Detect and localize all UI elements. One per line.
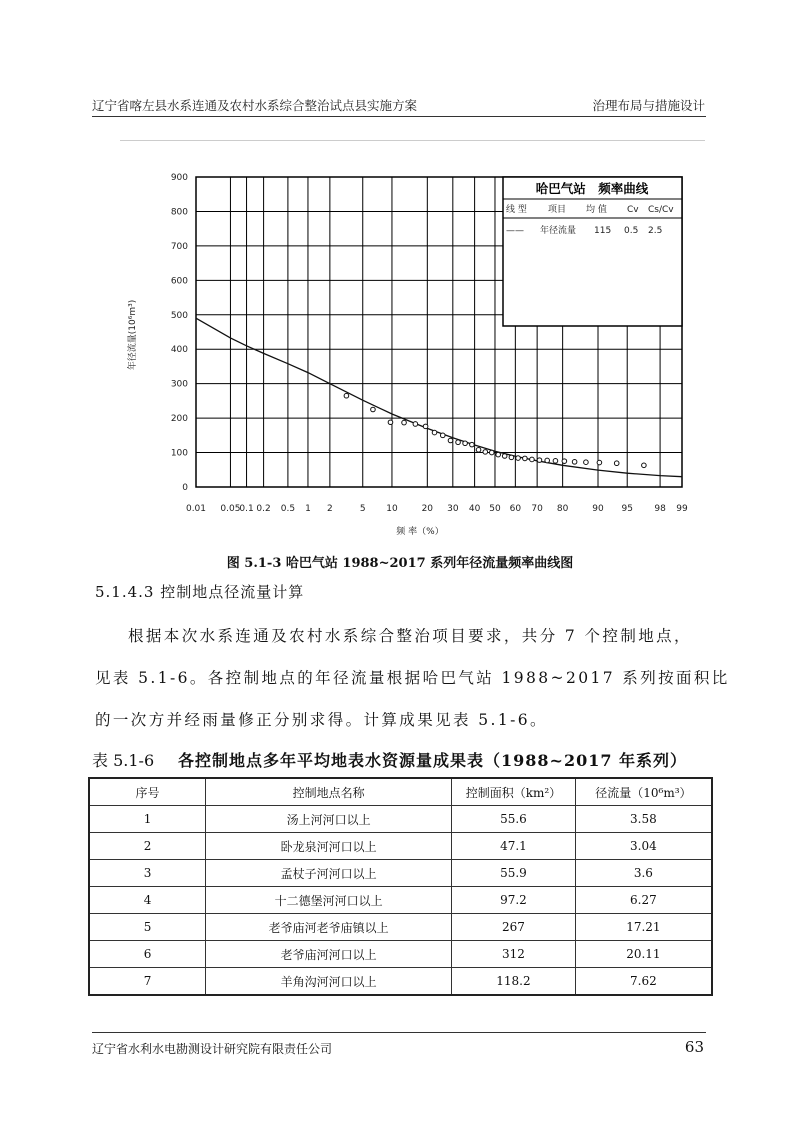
section-title: 5.1.4.3 控制地点径流量计算 <box>95 583 305 601</box>
chart-title: 哈巴气站 频率曲线 <box>535 181 649 196</box>
x-tick-label: 98 <box>654 504 666 514</box>
legend-header: 均 值 <box>586 205 607 215</box>
cell-name: 孟杖子河河口以上 <box>206 860 452 887</box>
cell-area: 267 <box>452 914 576 941</box>
observed-point <box>476 448 481 453</box>
x-tick-label: 20 <box>421 504 434 514</box>
cell-area: 97.2 <box>452 887 576 914</box>
y-tick-label: 100 <box>170 448 188 459</box>
y-tick-label: 0 <box>182 483 188 493</box>
x-tick-label: 40 <box>468 504 481 514</box>
table-row <box>89 887 712 914</box>
observed-point <box>516 456 521 461</box>
paragraph-line: 的一次方并经雨量修正分别求得。计算成果见表 5.1-6。 <box>95 711 548 729</box>
observed-point <box>413 422 418 427</box>
cell-name: 羊角沟河河口以上 <box>206 968 452 996</box>
x-tick-label: 0.2 <box>256 504 271 514</box>
x-tick-label: 99 <box>676 504 688 514</box>
cell-flow: 3.6 <box>575 860 712 887</box>
results-table <box>88 777 713 996</box>
x-tick-label: 0.05 <box>220 504 241 514</box>
observed-point <box>344 393 349 398</box>
legend-item: 年径流量 <box>540 226 577 236</box>
cell-area: 55.9 <box>452 860 576 887</box>
cell-no: 7 <box>89 968 206 996</box>
paragraph-line: 见表 5.1-6。各控制地点的年径流量根据哈巴气站 1988~2017 系列按面积比 <box>95 669 730 687</box>
observed-point <box>483 450 488 455</box>
observed-point <box>523 456 528 461</box>
y-tick-label: 700 <box>170 241 188 252</box>
observed-point <box>496 452 501 457</box>
table-row <box>89 860 712 887</box>
y-tick-label: 500 <box>170 310 188 321</box>
legend-line-sample: —— <box>506 226 524 236</box>
observed-point <box>537 458 542 463</box>
legend-mean: 115 <box>594 226 612 236</box>
observed-point <box>448 438 453 443</box>
cell-flow: 6.27 <box>575 887 712 914</box>
x-tick-label: 0.1 <box>239 504 254 514</box>
x-tick-label: 60 <box>509 504 522 514</box>
cell-area: 312 <box>452 941 576 968</box>
observed-point <box>371 407 376 412</box>
x-tick-label: 10 <box>386 504 398 514</box>
y-tick-label: 900 <box>170 173 188 183</box>
observed-point <box>509 455 514 460</box>
x-tick-label: 0.5 <box>280 504 296 514</box>
cell-no: 6 <box>89 941 206 968</box>
legend-header: Cs/Cv <box>648 205 674 215</box>
observed-point <box>614 461 619 466</box>
observed-point <box>562 459 567 464</box>
observed-point <box>553 459 558 464</box>
observed-point <box>642 463 647 468</box>
table-row <box>89 914 712 941</box>
x-tick-label: 70 <box>531 504 543 514</box>
footer-institute: 辽宁省水利水电勘测设计研究院有限责任公司 <box>92 1042 333 1056</box>
table-row <box>89 941 712 968</box>
cell-name: 老爷庙河河口以上 <box>206 941 452 968</box>
x-tick-label: 50 <box>489 504 501 514</box>
frequency-curve-chart <box>0 0 800 545</box>
observed-point <box>489 450 494 455</box>
col-header-area: 控制面积（km²） <box>452 778 576 806</box>
chart-legend <box>503 177 682 326</box>
paragraph-line: 根据本次水系连通及农村水系综合整治项目要求，共分 7 个控制地点， <box>128 627 692 645</box>
legend-header: 线 型 <box>506 205 527 215</box>
running-header-chapter: 治理布局与措施设计 <box>592 98 705 113</box>
y-tick-label: 400 <box>170 345 188 356</box>
cell-name: 汤上河河口以上 <box>206 806 452 833</box>
cell-flow: 17.21 <box>575 914 712 941</box>
x-tick-label: 80 <box>556 504 569 514</box>
observed-point <box>584 460 589 465</box>
cell-name: 卧龙泉河河口以上 <box>206 833 452 860</box>
col-header-name: 控制地点名称 <box>206 778 452 806</box>
cell-no: 4 <box>89 887 206 914</box>
cell-area: 118.2 <box>452 968 576 996</box>
observed-point <box>402 420 407 425</box>
table-row <box>89 806 712 833</box>
y-tick-label: 800 <box>170 207 188 218</box>
observed-point <box>456 440 461 445</box>
x-tick-label: 0.01 <box>185 504 207 514</box>
observed-point <box>502 454 507 459</box>
x-tick-label: 90 <box>592 504 604 514</box>
legend-header: 项目 <box>548 205 567 215</box>
running-header-title: 辽宁省喀左县水系连通及农村水系综合整治试点县实施方案 <box>92 98 418 113</box>
col-header-flow: 径流量（10⁶m³） <box>575 778 712 806</box>
cell-flow: 20.11 <box>575 941 712 968</box>
cell-area: 55.6 <box>452 806 576 833</box>
cell-flow: 3.04 <box>575 833 712 860</box>
x-tick-label: 2 <box>327 504 333 514</box>
observed-point <box>530 457 535 462</box>
y-tick-label: 200 <box>170 414 188 425</box>
observed-point <box>470 442 475 447</box>
legend-header: Cv <box>627 205 639 215</box>
observed-point <box>545 458 550 463</box>
cell-flow: 7.62 <box>575 968 712 996</box>
x-tick-label: 95 <box>621 504 633 514</box>
x-axis-label: 频 率（%） <box>396 527 444 537</box>
cell-no: 2 <box>89 833 206 860</box>
cell-no: 1 <box>89 806 206 833</box>
figure-caption: 图 5.1-3 哈巴气站 1988~2017 系列年径流量频率曲线图 <box>226 556 574 571</box>
x-tick-label: 1 <box>305 504 311 514</box>
table-row <box>89 968 712 996</box>
observed-point <box>463 441 468 446</box>
table-row <box>89 833 712 860</box>
cell-no: 5 <box>89 914 206 941</box>
table-title: 各控制地点多年平均地表水资源量成果表（1988~2017 年系列） <box>178 751 688 770</box>
observed-point <box>388 420 393 425</box>
table-number: 表 5.1-6 <box>92 751 155 770</box>
legend-cscv: 2.5 <box>648 226 663 236</box>
observed-point <box>597 460 602 465</box>
table-caption <box>92 748 687 771</box>
observed-point <box>440 433 445 438</box>
y-tick-label: 600 <box>170 276 188 287</box>
legend-cv: 0.5 <box>624 226 639 236</box>
footer-rule <box>92 1032 706 1033</box>
x-tick-label: 30 <box>447 504 459 514</box>
cell-name: 十二德堡河河口以上 <box>206 887 452 914</box>
cell-area: 47.1 <box>452 833 576 860</box>
cell-flow: 3.58 <box>575 806 712 833</box>
observed-point <box>432 430 437 435</box>
y-tick-label: 300 <box>170 379 188 390</box>
observed-point <box>423 424 428 429</box>
y-axis-label: 年径流量(10⁶m³) <box>128 299 138 371</box>
x-tick-label: 5 <box>359 504 366 514</box>
observed-point <box>572 460 577 465</box>
cell-name: 老爷庙河老爷庙镇以上 <box>206 914 452 941</box>
cell-no: 3 <box>89 860 206 887</box>
table-header-row <box>89 778 712 806</box>
page-number: 63 <box>684 1038 704 1056</box>
col-header-no: 序号 <box>89 778 206 806</box>
